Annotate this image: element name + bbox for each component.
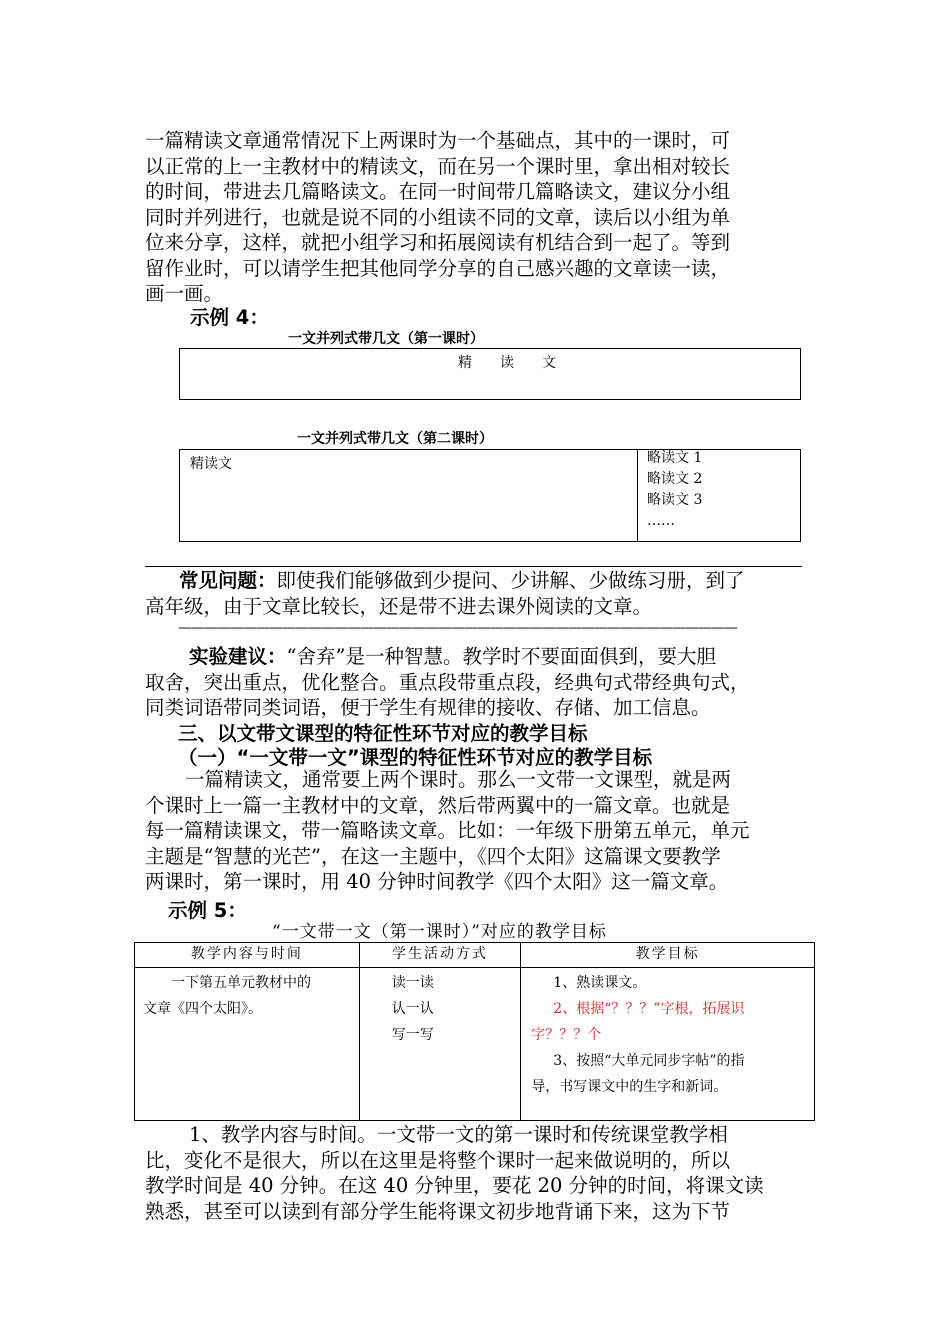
content-line: 文章《四个太阳》。: [143, 1001, 262, 1017]
activity-item: 认一认: [391, 1001, 434, 1017]
intro-line: 画一画。: [145, 282, 224, 305]
cell-content: [135, 968, 360, 1121]
intro-line: 同时并列进行，也就是说不同的小组读不同的文章，读后以小组为单: [145, 205, 731, 229]
list-item: 略读文 3: [647, 492, 703, 508]
cell-goals: [521, 968, 815, 1121]
box1-text: 精 读 文: [458, 355, 556, 371]
example4-caption-1: 一文并列式带几文（第一课时）: [288, 331, 484, 347]
section3-line: 两课时，第一课时，用 40 分钟时间教学《四个太阳》这一篇文章。: [145, 870, 729, 893]
suggestion-text: 取舍，突出重点，优化整合。重点段带重点段，经典句式带经典句式，: [145, 670, 750, 694]
example5-label: 示例 5：: [168, 899, 247, 922]
content-line: 一下第五单元教材中的: [171, 975, 311, 991]
intro-paragraph: [145, 128, 810, 307]
section3-line: 每一篇精读课文，带一篇略读文章。比如：一年级下册第五单元，单元: [145, 819, 750, 842]
faq-paragraph: [145, 568, 810, 619]
section3-paragraph: [145, 767, 810, 895]
list-item: ……: [647, 513, 675, 529]
activity-item: 读一读: [391, 975, 434, 991]
goal-2-line1: 2、根据“？？？”字根，拓展识: [553, 1001, 745, 1017]
example4-box-1: [179, 348, 801, 400]
intro-line: 留作业时，可以请学生把其他同学分享的自己感兴趣的文章读一读，: [145, 256, 731, 280]
intro-line: 以正常的上一主教材中的精读文，而在另一个课时里，拿出相对较长: [145, 154, 731, 178]
list-item: 略读文 1: [647, 450, 703, 466]
example4-caption-2: 一文并列式带几文（第二课时）: [297, 431, 493, 447]
goal-3-line2: 导，书写课文中的生字和新词。: [531, 1079, 728, 1095]
suggestion-text: “舍弃”是一种智慧。教学时不要面面俱到，要大胆: [286, 645, 716, 668]
faq-text: 高年级，由于文章比较长，还是带不进去课外阅读的文章。: [145, 594, 653, 618]
goal-2-line2: 字？？？个: [531, 1027, 602, 1043]
separator-line: [145, 566, 802, 567]
goal-3-line1: 3、按照“大单元同步字帖”的指: [553, 1053, 745, 1069]
goal-1: 1、熟读课文。: [553, 975, 647, 991]
box2-divider: [637, 450, 638, 541]
outro-line: 1、教学内容与时间。一文带一文的第一课时和传统课堂教学相: [189, 1123, 728, 1146]
intro-line: 的时间，带进去几篇略读文。在同一时间带几篇略读文，建议分小组: [145, 180, 731, 203]
outro-paragraph: [145, 1122, 810, 1224]
section3-line: 主题是“智慧的光芒”，在这一主题中，《四个太阳》这篇课文要教学: [145, 844, 721, 868]
intro-line: 位来分享，这样，就把小组学习和拓展阅读有机结合到一起了。等到: [145, 231, 731, 254]
example4-box-2: [179, 449, 801, 542]
table-row: [135, 968, 815, 1121]
header-activity: 学生活动方式: [359, 943, 520, 968]
outro-line: 比，变化不是很大，所以在这里是将整个课时一起来做说明的，所以: [145, 1148, 731, 1172]
faq-text: 即使我们能够做到少提问、少讲解、少做练习册，到了: [276, 569, 745, 592]
suggestion-paragraph: [145, 644, 810, 721]
section3-title: 三、以文带文课型的特征性环节对应的教学目标: [178, 722, 588, 745]
intro-line: 一篇精读文章通常情况下上两课时为一个基础点，其中的一课时，可: [145, 129, 731, 152]
section3-subtitle: （一）“一文带一文”课型的特征性环节对应的教学目标: [178, 746, 653, 769]
faq-label: 常见问题：: [179, 569, 277, 592]
header-goals: 教学目标: [521, 943, 815, 968]
example5-table: [134, 942, 815, 1121]
example5-caption: “一文带一文（第一课时）”对应的教学目标: [272, 922, 607, 942]
suggestion-text: 同类词语带同类词语，便于学生有规律的接收、存储、加工信息。: [145, 696, 711, 719]
dashed-separator: ———————————————————————————————————————————: [178, 620, 737, 636]
box2-left-text: 精读文: [190, 456, 232, 472]
box2-right-list: [647, 448, 702, 532]
outro-line: 教学时间是 40 分钟。在这 40 分钟里，要花 20 分钟的时间，将课文读: [145, 1174, 764, 1197]
section3-line: 个课时上一篇一主教材中的文章，然后带两翼中的一篇文章。也就是: [145, 793, 731, 817]
cell-activities: [359, 968, 520, 1121]
outro-line: 熟悉，甚至可以读到有部分学生能将课文初步地背诵下来，这为下节: [145, 1199, 731, 1223]
table-header-row: [135, 943, 815, 968]
list-item: 略读文 2: [647, 471, 703, 487]
activity-item: 写一写: [391, 1027, 434, 1043]
example4-label: 示例 4：: [190, 306, 269, 329]
header-content-time: 教学内容与时间: [135, 943, 360, 968]
suggestion-label: 实验建议：: [189, 645, 287, 668]
section3-line: 一篇精读文，通常要上两个课时。那么一文带一文课型，就是两: [185, 768, 732, 791]
